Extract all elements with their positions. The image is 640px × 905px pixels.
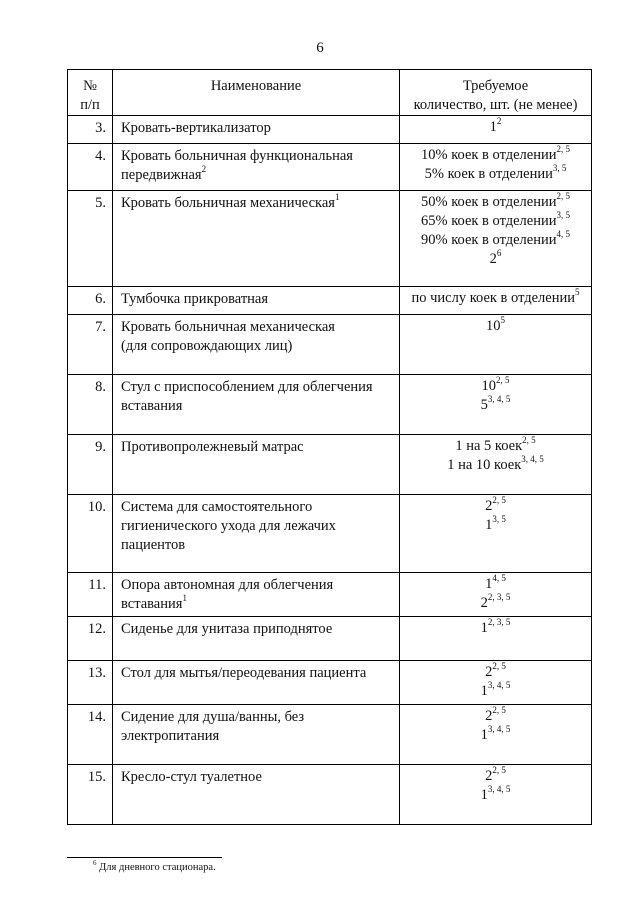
table-row [68, 144, 592, 191]
item-quantity [400, 661, 592, 705]
item-quantity-text: 1 [485, 517, 493, 533]
footnote-reference: 2, 5 [522, 435, 536, 446]
item-name [113, 617, 400, 661]
item-name-line [121, 517, 395, 536]
item-name [113, 116, 400, 144]
item-name [113, 435, 400, 495]
row-number: 9. [68, 435, 113, 495]
item-name [113, 375, 400, 435]
item-name-text: Стол для мытья/переодевания пациента [121, 665, 367, 681]
item-name-line [121, 378, 395, 397]
item-name-text: Кресло-стул туалетное [121, 769, 262, 785]
item-quantity-line [402, 516, 589, 535]
table-row [68, 765, 592, 825]
row-number: 3. [68, 116, 113, 144]
item-quantity-line [402, 619, 589, 638]
item-quantity [400, 116, 592, 144]
item-quantity-line [402, 118, 589, 137]
footnote-reference: 3, 4, 5 [487, 680, 511, 691]
item-quantity [400, 315, 592, 375]
table-header-row [68, 70, 592, 116]
item-name-text: Сиденье для унитаза приподнятое [121, 621, 333, 637]
item-quantity-text: 2 [480, 595, 488, 611]
item-quantity [400, 191, 592, 287]
footnote-reference: 6 [496, 248, 502, 259]
item-name-text: Система для самостоятельного [121, 499, 313, 515]
table-row [68, 375, 592, 435]
item-quantity [400, 765, 592, 825]
item-quantity-text: 5 [480, 397, 488, 413]
item-name-text: Кровать больничная механическая [121, 195, 335, 211]
item-quantity-text: 1 [480, 727, 488, 743]
footnote-reference: 3, 5 [556, 210, 570, 221]
item-name [113, 315, 400, 375]
header-quantity-line1: Требуемое [462, 78, 529, 94]
item-name-line [121, 536, 395, 555]
item-name [113, 144, 400, 191]
item-name-line [121, 768, 395, 787]
footnote-reference: 2, 5 [556, 191, 570, 202]
item-name-line [121, 727, 395, 746]
item-name [113, 705, 400, 765]
footnote-reference: 2, 5 [492, 705, 506, 716]
footnote-reference: 5 [500, 315, 505, 326]
footnote-reference: 3, 4, 5 [487, 724, 511, 735]
item-quantity-line [402, 437, 589, 456]
item-quantity-text: 10 [486, 318, 501, 334]
item-quantity-text: 1 [480, 683, 488, 699]
footnote-reference: 4, 5 [556, 229, 570, 240]
item-quantity-line [402, 250, 589, 269]
item-quantity [400, 495, 592, 573]
header-number-abbr: п/п [80, 97, 100, 113]
table-row [68, 495, 592, 573]
item-name-line [121, 498, 395, 517]
item-quantity-line [402, 786, 589, 805]
item-quantity-line [402, 396, 589, 415]
item-name-line [121, 397, 395, 416]
item-name-line [121, 119, 395, 138]
item-name-line [121, 664, 395, 683]
footnote-reference: 2, 5 [496, 375, 510, 386]
header-quantity-line2: количество, шт. (не менее) [413, 97, 578, 113]
footnote-reference: 3, 4, 5 [521, 454, 544, 465]
footnote-reference: 3, 5 [492, 514, 506, 525]
item-quantity-text: по числу коек в отделении [411, 290, 575, 306]
item-quantity-text: 90% коек в отделении [421, 232, 557, 248]
footnote-reference: 1 [334, 192, 340, 203]
row-number: 6. [68, 287, 113, 315]
item-name-text: вставания [121, 596, 183, 612]
item-quantity-text: 1 [480, 620, 488, 636]
footnote [93, 858, 216, 873]
item-name-line [121, 166, 395, 185]
item-quantity [400, 375, 592, 435]
item-quantity-text: 2 [489, 251, 497, 267]
item-quantity-text: 1 [480, 787, 488, 803]
header-number [68, 70, 113, 116]
row-number: 12. [68, 617, 113, 661]
footnote-reference: 4, 5 [492, 573, 506, 584]
item-name-line [121, 147, 395, 166]
item-name-text: пациентов [121, 537, 186, 553]
item-name [113, 573, 400, 617]
item-quantity-line [402, 165, 589, 184]
item-name-text: Стул с приспособлением для облегчения [121, 379, 373, 395]
row-number: 5. [68, 191, 113, 287]
footnote-reference: 2, 3, 5 [487, 617, 511, 628]
footnote-reference: 3, 4, 5 [487, 394, 511, 405]
item-name [113, 661, 400, 705]
header-name: Наименование [113, 70, 400, 116]
item-name-line [121, 337, 395, 356]
item-quantity-text: 1 [489, 119, 497, 135]
footnote-reference: 2, 5 [492, 495, 506, 506]
item-quantity-text: 2 [485, 768, 493, 784]
row-number: 13. [68, 661, 113, 705]
item-quantity-text: 2 [485, 664, 493, 680]
item-name-text: (для сопровождающих лиц) [121, 338, 293, 354]
item-name-line [121, 576, 395, 595]
item-quantity-text: 10% коек в отделении [421, 147, 557, 163]
row-number: 4. [68, 144, 113, 191]
item-quantity-line [402, 231, 589, 250]
equipment-table [67, 69, 592, 825]
item-quantity-text: 2 [485, 708, 493, 724]
item-quantity [400, 435, 592, 495]
item-quantity-line [402, 289, 589, 308]
row-number: 7. [68, 315, 113, 375]
table-row [68, 617, 592, 661]
footnote-reference: 2 [496, 116, 502, 127]
item-quantity [400, 144, 592, 191]
row-number: 8. [68, 375, 113, 435]
page-number: 6 [316, 40, 324, 56]
item-name-text: вставания [121, 398, 183, 414]
item-name [113, 765, 400, 825]
item-name-text: гигиенического ухода для лежачих [121, 518, 336, 534]
footnote-reference: 1 [182, 593, 187, 604]
table-row [68, 435, 592, 495]
item-name [113, 495, 400, 573]
item-name-text: передвижная [121, 167, 202, 183]
header-quantity [400, 70, 592, 116]
header-number-symbol: № [83, 78, 97, 94]
item-name-text: Опора автономная для облегчения [121, 577, 334, 593]
item-name-line [121, 708, 395, 727]
item-name-line [121, 620, 395, 639]
table-row [68, 705, 592, 765]
item-quantity [400, 287, 592, 315]
item-quantity-text: 1 на 5 коек [455, 438, 523, 454]
footnote-mark: 6 [93, 858, 97, 867]
table-row [68, 191, 592, 287]
footnote-reference: 2 [201, 164, 207, 175]
table-row [68, 116, 592, 144]
item-quantity-line [402, 317, 589, 336]
table-row [68, 573, 592, 617]
item-name-line [121, 290, 395, 309]
item-quantity-line [402, 456, 589, 475]
item-quantity [400, 705, 592, 765]
footnote-reference: 3, 4, 5 [487, 784, 511, 795]
table-row [68, 315, 592, 375]
item-name-text: Сидение для душа/ванны, без [121, 709, 305, 725]
item-name-text: электропитания [121, 728, 220, 744]
item-name-text: Кровать больничная механическая [121, 319, 335, 335]
item-quantity [400, 617, 592, 661]
item-name-line [121, 438, 395, 457]
row-number: 10. [68, 495, 113, 573]
item-quantity-text: 1 [485, 576, 493, 592]
item-name [113, 287, 400, 315]
item-name-text: Кровать больничная функциональная [121, 148, 353, 164]
footnote-reference: 2, 5 [556, 144, 570, 155]
item-quantity-text: 5% коек в отделении [424, 166, 553, 182]
item-name-line [121, 194, 395, 213]
table-row [68, 661, 592, 705]
footnote-divider [67, 857, 222, 858]
item-name-line [121, 595, 395, 614]
item-quantity [400, 573, 592, 617]
footnote-reference: 2, 5 [492, 765, 506, 776]
row-number: 14. [68, 705, 113, 765]
item-quantity-line [402, 726, 589, 745]
item-quantity-text: 2 [485, 498, 493, 514]
footnote-reference: 2, 3, 5 [487, 592, 511, 603]
item-name-line [121, 318, 395, 337]
item-quantity-text: 1 на 10 коек [447, 457, 522, 473]
item-quantity-line [402, 682, 589, 701]
footnote-text: Для дневного стационара. [99, 862, 216, 873]
item-name-text: Тумбочка прикроватная [121, 291, 269, 307]
row-number: 15. [68, 765, 113, 825]
item-quantity-line [402, 594, 589, 613]
footnote-reference: 3, 5 [552, 163, 567, 174]
row-number: 11. [68, 573, 113, 617]
table-row [68, 287, 592, 315]
item-quantity-text: 50% коек в отделении [421, 194, 557, 210]
item-quantity-text: 65% коек в отделении [421, 213, 557, 229]
item-name [113, 191, 400, 287]
footnote-reference: 2, 5 [492, 661, 506, 672]
item-name-text: Кровать-вертикализатор [121, 120, 271, 136]
footnote-reference: 5 [575, 287, 580, 298]
item-quantity-text: 10 [481, 378, 496, 394]
item-name-text: Противопролежневый матрас [121, 439, 304, 455]
